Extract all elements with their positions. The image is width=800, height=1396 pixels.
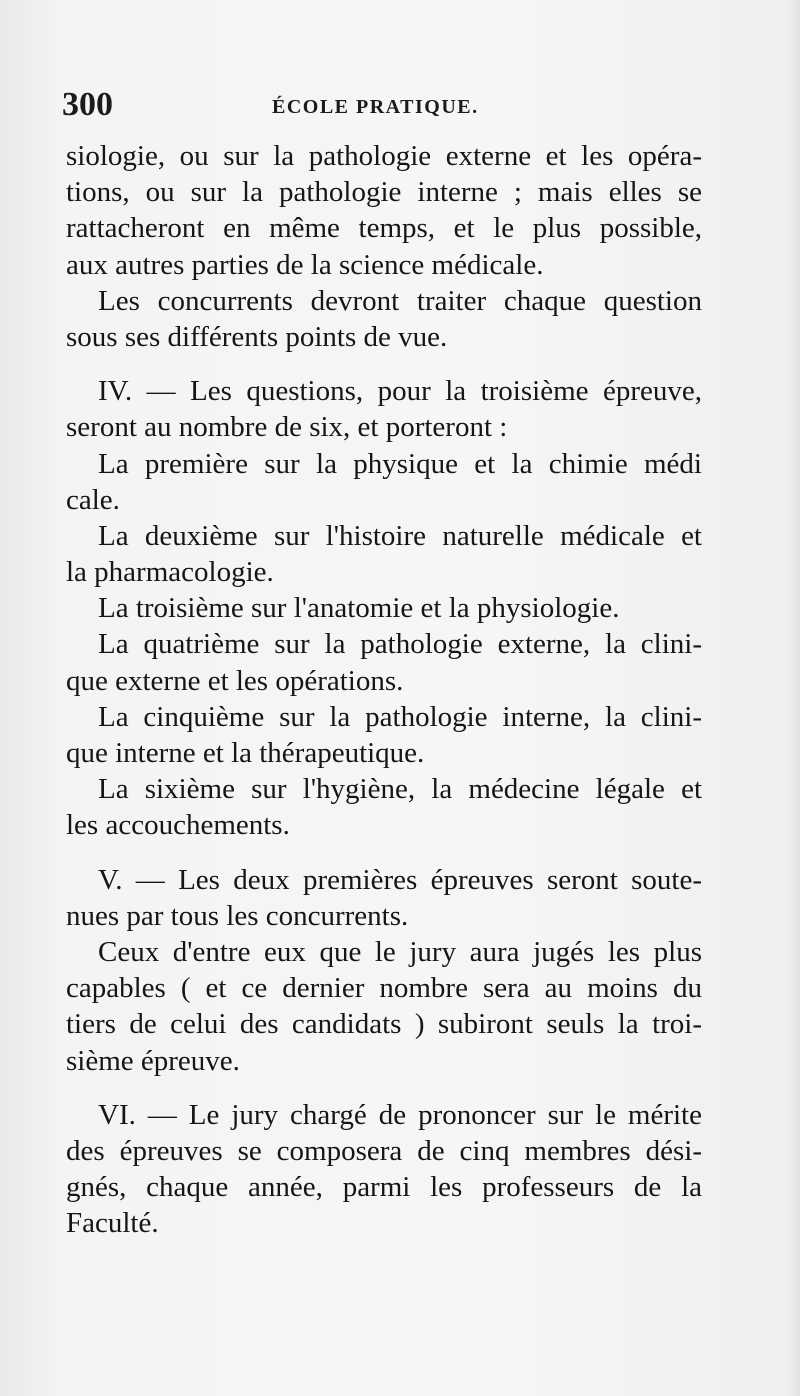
paragraph-gap: [66, 355, 702, 373]
text-line: tions, ou sur la pathologie interne ; mais elles se: [66, 176, 702, 209]
page-number: 300: [62, 86, 113, 123]
text-line: rattacheront en même temps, et le plus possible,: [66, 212, 702, 245]
text-line: seront au nombre de six, et porteront :: [66, 411, 508, 444]
text-line: Faculté.: [66, 1207, 159, 1240]
text-line: La cinquième sur la pathologie interne, la clini-: [98, 700, 702, 733]
text-line: La deuxième sur l'histoire naturelle médicale et: [98, 519, 702, 552]
text-line: Les concurrents devront traiter chaque question: [98, 284, 702, 317]
text-line: La sixième sur l'hygiène, la médecine légale et: [98, 773, 702, 806]
text-line: gnés, chaque année, parmi les professeurs de la: [66, 1171, 702, 1204]
text-line: nues par tous les concurrents.: [66, 899, 409, 932]
body-text: [66, 138, 702, 1241]
paragraph-gap: [66, 1079, 702, 1097]
text-line: la pharmacologie.: [66, 556, 274, 589]
text-line: capables ( et ce dernier nombre sera au moins du: [66, 972, 702, 1005]
text-line: La troisième sur l'anatomie et la physiologie.: [98, 592, 620, 625]
text-line: que interne et la thérapeutique.: [66, 737, 425, 769]
text-line: Ceux d'entre eux que le jury aura jugés les plus: [98, 935, 702, 968]
text-line: V. — Les deux premières épreuves seront soute-: [98, 863, 702, 896]
text-line: les accouchements.: [66, 809, 290, 842]
page-edge-shadow: [786, 0, 800, 1396]
text-line: cale.: [66, 483, 120, 516]
text-line: aux autres parties de la science médicale.: [66, 248, 544, 281]
running-title: ÉCOLE PRATIQUE.: [272, 96, 479, 118]
page-header: [62, 86, 702, 130]
text-line: sième épreuve.: [66, 1044, 240, 1077]
text-line: des épreuves se composera de cinq membres dési-: [66, 1134, 702, 1167]
text-line: La première sur la physique et la chimie médi: [98, 447, 702, 480]
text-line: siologie, ou sur la pathologie externe et les opéra-: [66, 140, 702, 172]
paragraph-gap: [66, 844, 702, 862]
text-line: tiers de celui des candidats ) subiront seuls la troi-: [66, 1008, 702, 1041]
text-line: VI. — Le jury chargé de prononcer sur le mérite: [98, 1098, 702, 1131]
text-line: La quatrième sur la pathologie externe, la clini-: [98, 628, 702, 661]
text-line: que externe et les opérations.: [66, 664, 404, 697]
text-line: sous ses différents points de vue.: [66, 320, 448, 353]
text-line: IV. — Les questions, pour la troisième épreuve,: [98, 375, 702, 408]
